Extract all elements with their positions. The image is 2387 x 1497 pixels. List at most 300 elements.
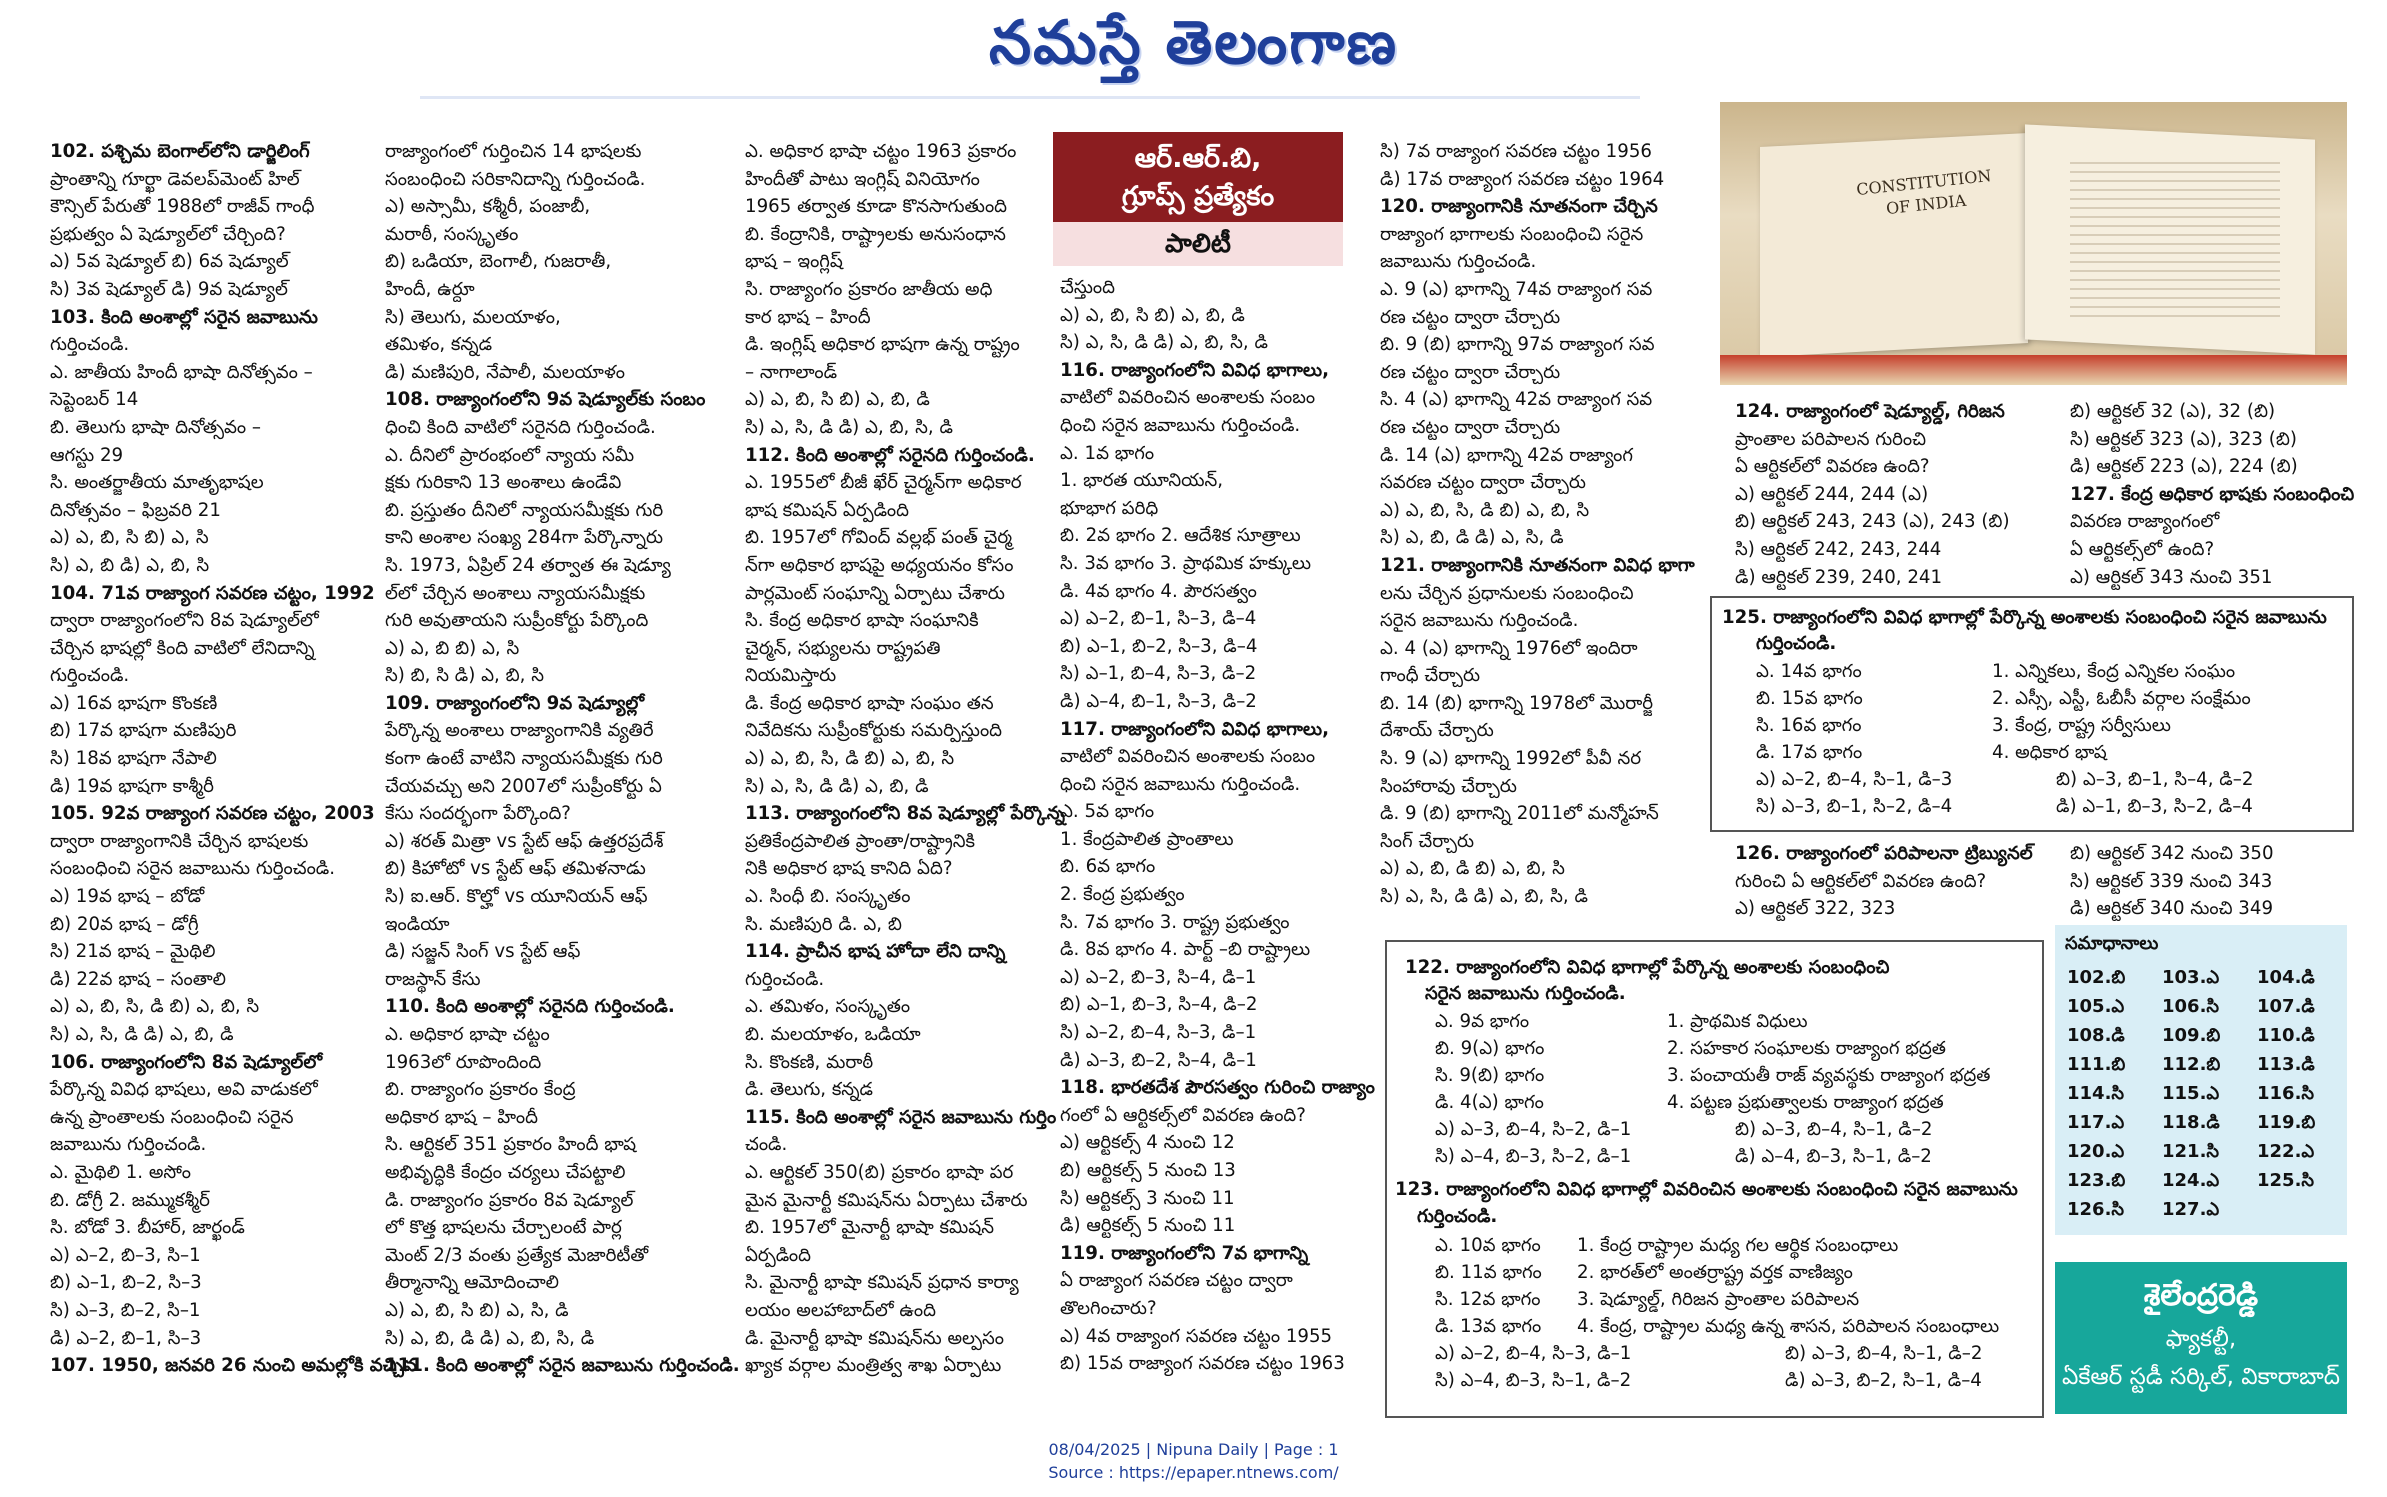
text-line: డి) ఎ–2, బి–1, సి–3 [50, 1327, 202, 1349]
text-line: 115. కింది అంశాల్లో సరైన జవాబును గుర్తిం [745, 1106, 1057, 1128]
text-line: 110. కింది అంశాల్లో సరైనది గుర్తించండి. [385, 996, 675, 1018]
text-line: డి) ఎ–4, బి–1, సి–3, డి–2 [1060, 690, 1257, 712]
text-line: ఏ ఆర్టికల్‌లో వివరణ ఉంది? [1735, 456, 1930, 478]
text-line: ఎ. సింధీ బి. సంస్కృతం [745, 886, 911, 908]
text-line: ద్వారా రాజ్యాంగంలోని 8వ షెడ్యూల్‌లో [50, 610, 319, 632]
text-line: ప్రతికేంద్రపాలిత ప్రాంతా/రాష్ట్రానికి [745, 830, 975, 852]
text-line: రాజ్యాంగంలో గుర్తించిన 14 భాషలకు [385, 141, 642, 162]
text-line: ప్రాంతాల పరిపాలన గురించి [1735, 428, 1927, 450]
text-line: ఎ. 1955లో బీజీ ఖేర్ చైర్మన్‌గా అధికార [745, 472, 1022, 494]
answer-cell: 102.బి [2067, 967, 2126, 988]
text-line: ఎ) ఎ, బి, సి, డి బి) ఎ, బి, సి [50, 996, 260, 1018]
text-line: 121. రాజ్యాంగానికి నూతనంగా వివిధ భాగా [1380, 554, 1695, 576]
box-line: ఎ) ఎ–2, బి–4, సి–1, డి–3 [1756, 769, 1953, 790]
text-line: ఎ) ఎ, బి, సి బి) ఎ, సి, డి [385, 1299, 569, 1321]
text-line: డి) ఎ–3, బి–2, సి–4, డి–1 [1060, 1049, 1257, 1071]
text-line: సి) ఎ–1, బి–4, సి–3, డి–2 [1060, 663, 1257, 685]
text-line: ప్రాంతాన్ని గూర్ఖా డెవలప్‌మెంట్ హిల్ [50, 168, 300, 190]
text-line: డి. ఇంగ్లిష్ అధికార భాషగా ఉన్న రాష్ట్రం [745, 334, 1020, 356]
box-line: బి) ఎ–3, బి–4, సి–1, డి–2 [1735, 1119, 1933, 1140]
text-line: దినోత్సవం – ఫిబ్రవరి 21 [50, 499, 221, 521]
text-line: డి) ఆర్టికల్ 239, 240, 241 [1735, 566, 1943, 588]
text-line: బి) ఎ–1, బి–2, సి–3 [50, 1272, 202, 1294]
banner-subject: పాలిటీ [1053, 222, 1343, 266]
text-line: డి) 19వ భాషగా కాశ్మీరీ [50, 775, 214, 797]
text-line: సి. అంతర్జాతీయ మాతృభాషల [50, 472, 264, 494]
text-line: 104. 71వ రాజ్యాంగ సవరణ చట్టం, 1992 [50, 582, 375, 604]
text-line: ఎ) ఆర్టికల్స్ 4 నుంచి 12 [1060, 1132, 1235, 1154]
answer-cell: 104.డి [2257, 967, 2315, 988]
author-org: ఏకేఆర్ స్టడీ సర్కిల్, వికారాబాద్ [2061, 1364, 2341, 1390]
text-line: ఎ) ఆర్టికల్ 322, 323 [1735, 898, 1896, 920]
text-line: సింహారావు చేర్చారు [1380, 775, 1517, 797]
text-line: డి. 8వ భాగం 4. పార్ట్ –బి రాష్ట్రాలు [1060, 939, 1311, 961]
text-line: సి) ఎ–2, బి–4, సి–3, డి–1 [1060, 1022, 1257, 1044]
answer-cell: 121.సి [2162, 1141, 2220, 1162]
text-line: 1. భారత యూనియన్, [1060, 470, 1224, 492]
column-2 [385, 138, 740, 1380]
answer-cell: 117.ఎ [2067, 1112, 2125, 1133]
text-line: న్‌గా అధికార భాషపై అధ్యయనం కోసం [745, 554, 1014, 576]
text-line: ఖ్యాక వర్గాల మంత్రిత్వ శాఖ ఏర్పాటు [745, 1355, 1002, 1377]
text-line: 120. రాజ్యాంగానికి నూతనంగా చేర్చిన [1380, 196, 1658, 218]
text-line: తమిళం, కన్నడ [385, 334, 493, 356]
box-line: 2. ఎస్సీ, ఎస్టీ, ఓబీసీ వర్గాల సంక్షేమం [1992, 688, 2251, 709]
box-line: 4. పట్టణ ప్రభుత్వాలకు రాజ్యాంగ భద్రత [1667, 1092, 1944, 1113]
box-line: డి. 17వ భాగం [1756, 742, 1863, 763]
text-line: ధించి సరైన జవాబును గుర్తించండి. [1060, 414, 1301, 436]
text-line: ఏర్పడింది [745, 1244, 811, 1266]
section-banner [1053, 132, 1343, 266]
text-line: ఎ) శరత్ మిత్రా vs స్టేట్ ఆఫ్ ఉత్తరప్రదేశ్ [385, 830, 664, 852]
text-line: లయం అలహాబాద్‌లో ఉంది [745, 1299, 936, 1321]
box-line: 122. రాజ్యాంగంలోని వివిధ భాగాల్లో పేర్కొన్న అంశాలకు సంబంధించి [1405, 957, 1890, 978]
box-line: ఎ. 9వ భాగం [1435, 1011, 1530, 1032]
text-line: 112. కింది అంశాల్లో సరైనది గుర్తించండి. [745, 444, 1035, 466]
text-line: వాటిలో వివరించిన అంశాలకు సంబం [1060, 387, 1316, 409]
text-line: ఎ) 16వ భాషగా కొంకణి [50, 692, 218, 714]
text-line: సింగ్ చేర్చారు [1380, 830, 1475, 852]
box-line: సి) ఎ–4, బి–3, సి–1, డి–2 [1435, 1370, 1632, 1391]
text-line: ఎ) ఎ, బి, సి బి) ఎ, బి, డి [745, 389, 930, 411]
text-line: ఎ) 4వ రాజ్యాంగ సవరణ చట్టం 1955 [1060, 1325, 1333, 1347]
text-line: 126. రాజ్యాంగంలో పరిపాలనా ట్రిబ్యునల్ [1735, 843, 2033, 864]
text-line: 1963లో రూపొందింది [385, 1051, 542, 1073]
answer-cell: 119.బి [2257, 1112, 2316, 1133]
box-line: 125. రాజ్యాంగంలోని వివిధ భాగాల్లో పేర్కొన్న అంశాలకు సంబంధించి సరైన జవాబును [1722, 607, 2327, 628]
text-line: ఎ) ఆర్టికల్ 244, 244 (ఎ) [1735, 483, 1929, 505]
text-line: సి) ఎ, బి, డి డి) ఎ, బి, సి, డి [385, 1327, 595, 1349]
text-line: సి. కొంకణి, మరాఠీ [745, 1051, 874, 1073]
box-line: సి) ఎ–3, బి–1, సి–2, డి–4 [1756, 796, 1953, 817]
box-line: సి) ఎ–4, బి–3, సి–2, డి–1 [1435, 1146, 1632, 1167]
answer-cell: 106.సి [2162, 996, 2220, 1017]
text-line: డి. తెలుగు, కన్నడ [745, 1079, 873, 1101]
answer-cell: 123.బి [2067, 1170, 2126, 1191]
text-line: సి) ఐ.ఆర్. కొల్హో vs యూనియన్ ఆఫ్ [385, 886, 648, 908]
box-line: 2. భారత్‌లో అంతర్రాష్ట్ర వర్తక వాణిజ్యం [1577, 1262, 1853, 1283]
text-line: సంబంధించి సరికానిదాన్ని గుర్తించండి. [385, 168, 646, 190]
book-text-lines [2070, 162, 2280, 322]
text-line: డి) ఆర్టికల్ 340 నుంచి 349 [2070, 898, 2274, 920]
footer-date-line: 08/04/2025 | Nipuna Daily | Page : 1 [1048, 1440, 1339, 1459]
text-line: నివేదికను సుప్రీంకోర్టుకు సమర్పిస్తుంది [745, 720, 1003, 742]
box-line: ఎ) ఎ–3, బి–4, సి–2, డి–1 [1435, 1119, 1632, 1140]
text-line: సి. బోడో 3. బీహార్, జార్ఖండ్ [50, 1217, 245, 1239]
answer-cell: 107.డి [2257, 996, 2315, 1017]
text-line: మెంట్ 2/3 వంతు ప్రత్యేక మెజారిటీతో [385, 1244, 649, 1266]
text-line: సి. రాజ్యాంగం ప్రకారం జాతీయ అధి [745, 278, 993, 300]
text-line: తీర్మానాన్ని ఆమోదించాలి [385, 1272, 560, 1294]
text-line: చేస్తుంది [1060, 277, 1115, 298]
text-line: ఎ. మైథిలి 1. అసోం [50, 1161, 191, 1183]
text-line: ఎ. 5వ భాగం [1060, 801, 1155, 823]
text-line: ఏ రాజ్యాంగ సవరణ చట్టం ద్వారా [1060, 1270, 1293, 1292]
text-line: మైన మైనార్టీ కమిషన్‌ను ఏర్పాటు చేశారు [745, 1189, 1028, 1211]
banner-line-1: ఆర్.ఆర్.బి, [1134, 143, 1262, 174]
text-line: భూభాగ పరిధి [1060, 497, 1159, 519]
text-line: బి. 14 (బి) భాగాన్ని 1978లో మొరార్జీ [1380, 692, 1654, 714]
text-line: డి. మైనార్టీ భాషా కమిషన్‌ను అల్పసం [745, 1327, 1004, 1349]
answer-cell: 110.డి [2257, 1025, 2315, 1046]
text-line: సరైన జవాబును గుర్తించండి. [1380, 610, 1579, 632]
answers-panel [2055, 925, 2347, 1235]
text-line: ఎ. 1వ భాగం [1060, 442, 1155, 464]
box-line: 1. ఎన్నికలు, కేంద్ర ఎన్నికల సంఘం [1992, 661, 2236, 682]
text-line: 102. పశ్చిమ బెంగాల్‌లోని డార్జిలింగ్ [50, 141, 310, 162]
answer-cell: 120.ఎ [2067, 1141, 2125, 1162]
text-line: సి. 1973, ఏప్రిల్ 24 తర్వాత ఈ షెడ్యూ [385, 554, 671, 576]
box-line: 2. సహకార సంఘాలకు రాజ్యాంగ భద్రత [1667, 1038, 1946, 1059]
text-line: సి) ఎ, సి, డి డి) ఎ, బి, సి, డి [1380, 886, 1588, 908]
text-line: భాష – ఇంగ్లిష్ [745, 251, 843, 273]
answer-cell: 112.బి [2162, 1054, 2221, 1075]
text-line: సి. మణిపురి డి. ఎ, బి [745, 913, 902, 935]
text-line: – నాగాలాండ్ [745, 361, 838, 383]
text-line: బి. 2వ భాగం 2. ఆదేశిక సూత్రాలు [1060, 525, 1301, 547]
text-line: ఎ) ఎ, బి, సి బి) ఎ, బి, డి [1060, 304, 1245, 326]
text-line: ఎ. తమిళం, సంస్కృతం [745, 996, 911, 1018]
text-line: ధించి సరైన జవాబును గుర్తించండి. [1060, 773, 1301, 795]
text-line: ఎ. ఆర్టికల్ 350(బి) ప్రకారం భాషా పర [745, 1161, 1014, 1183]
text-line: వాటిలో వివరించిన అంశాలకు సంబం [1060, 746, 1316, 768]
text-line: గుర్తించండి. [50, 334, 130, 356]
text-line: కౌన్సిల్ పేరుతో 1988లో రాజీవ్ గాంధీ [50, 196, 315, 218]
answers-title: సమాధానాలు [2065, 933, 2159, 954]
text-line: బి. కేంద్రానికి, రాష్ట్రాలకు అనుసంధాన [745, 223, 1006, 245]
text-line: ఎ) ఎ, బి, సి, డి బి) ఎ, బి, సి [1380, 499, 1590, 521]
text-line: ఎ. అధికార భాషా చట్టం 1963 ప్రకారం [745, 141, 1017, 162]
answer-cell: 127.ఎ [2162, 1199, 2220, 1220]
text-line: 116. రాజ్యాంగంలోని వివిధ భాగాలు, [1060, 359, 1329, 381]
box-line: సి. 16వ భాగం [1756, 715, 1862, 736]
text-line: బి. 1957లో గోవింద్ వల్లభ్ పంత్ చైర్మ [745, 527, 1013, 549]
question-box-122 [1385, 940, 2044, 1418]
box-line: బి) ఎ–3, బి–4, సి–1, డి–2 [1785, 1343, 1983, 1364]
text-line: వివరణ రాజ్యాంగంలో [2070, 511, 2220, 533]
text-line: సవరణ చట్టం ద్వారా చేర్చారు [1380, 472, 1586, 494]
box-line: గుర్తించండి. [1417, 1206, 1498, 1227]
text-line: సంబంధించి సరైన జవాబును గుర్తించండి. [50, 858, 336, 880]
text-line: 117. రాజ్యాంగంలోని వివిధ భాగాలు, [1060, 718, 1329, 740]
banner-title [1053, 132, 1343, 222]
text-line: బి) కిహోటో vs స్టేట్ ఆఫ్ తమిళనాడు [385, 858, 646, 880]
box-line: డి. 4(ఎ) భాగం [1435, 1092, 1544, 1113]
box-line: సరైన జవాబును గుర్తించండి. [1425, 983, 1626, 1004]
box-line: బి) ఎ–3, బి–1, సి–4, డి–2 [2056, 769, 2254, 790]
text-line: డి) సజ్జన్ సింగ్ vs స్టేట్ ఆఫ్ [385, 941, 581, 963]
text-line: నికి అధికార భాష కానిది ఏది? [745, 858, 953, 880]
text-line: సి) 18వ భాషగా నేపాలి [50, 748, 217, 770]
text-line: భాష కమిషన్ ఏర్పడింది [745, 499, 909, 521]
text-line: ఎ) ఆర్టికల్ 343 నుంచి 351 [2070, 566, 2273, 588]
text-line: గాంధీ చేర్చారు [1380, 665, 1481, 687]
text-line: బి) ఆర్టికల్ 342 నుంచి 350 [2070, 843, 2274, 864]
box-line: ఎ. 10వ భాగం [1435, 1235, 1541, 1256]
text-line: గంలో ఏ ఆర్టికల్స్‌లో వివరణ ఉంది? [1060, 1104, 1306, 1126]
text-line: 127. కేంద్ర అధికార భాషకు సంబంధించి [2070, 483, 2355, 505]
author-role: ఫ్యాకల్టీ, [2165, 1326, 2237, 1352]
text-line: 119. రాజ్యాంగంలోని 7వ భాగాన్ని [1060, 1242, 1309, 1264]
box-line: బి. 9(ఎ) భాగం [1435, 1038, 1545, 1059]
box-line: 4. అధికార భాష [1992, 742, 2107, 763]
text-line: 111. కింది అంశాల్లో సరైన జవాబును గుర్తించండి. [385, 1355, 740, 1377]
box-line: డి. 13వ భాగం [1435, 1316, 1542, 1337]
text-line: క్షకు గురికాని 13 అంశాలు ఉండేవి [385, 472, 622, 494]
text-line: ఎ. అధికార భాషా చట్టం [385, 1024, 550, 1045]
answer-cell: 115.ఎ [2162, 1083, 2220, 1104]
text-line: బి) ఆర్టికల్స్ 5 నుంచి 13 [1060, 1160, 1236, 1181]
text-line: ఎ) ఎ, బి, డి బి) ఎ, బి, సి [1380, 858, 1565, 880]
author-box [2055, 1262, 2347, 1414]
box-line: బి. 15వ భాగం [1756, 688, 1863, 709]
text-line: రాజ్యాంగ భాగాలకు సంబంధించి సరైన [1380, 223, 1644, 245]
constitution-book-photo [1720, 102, 2347, 385]
text-line: బి. 6వ భాగం [1060, 856, 1156, 878]
banner-line-2: గ్రూప్స్ ప్రత్యేకం [1121, 181, 1275, 212]
text-line: ఏ ఆర్టికల్స్‌లో ఉంది? [2070, 538, 2215, 560]
box-line: డి) ఎ–1, బి–3, సి–2, డి–4 [2056, 796, 2253, 817]
text-line: సి) 3వ షెడ్యూల్ డి) 9వ షెడ్యూల్ [50, 278, 288, 300]
column-4 [1060, 274, 1375, 1378]
box-line: 3. పంచాయతీ రాజ్ వ్యవస్థకు రాజ్యాంగ భద్రత [1667, 1065, 1991, 1086]
text-line: ఎ. 9 (ఎ) భాగాన్ని 74వ రాజ్యాంగ సవ [1380, 278, 1653, 300]
answer-cell: 124.ఎ [2162, 1170, 2220, 1191]
text-line: డి. రాజ్యాంగం ప్రకారం 8వ షెడ్యూల్ [385, 1189, 634, 1211]
text-line: సి. 3వ భాగం 3. ప్రాథమిక హక్కులు [1060, 552, 1312, 574]
box-line: 1. ప్రాథమిక విధులు [1667, 1011, 1808, 1032]
text-line: గుర్తించండి. [50, 665, 130, 687]
text-line: ఎ. దీనిలో ప్రారంభంలో న్యాయ సమీ [385, 444, 635, 466]
text-line: జవాబును గుర్తించండి. [1380, 251, 1537, 273]
answer-cell: 108.డి [2067, 1025, 2125, 1046]
column-5 [1380, 138, 1695, 911]
text-line: సి) 21వ భాష – మైథిలి [50, 941, 216, 963]
text-line: సెప్టెంబర్ 14 [50, 389, 139, 411]
text-line: బి. 1957లో మైనార్టీ భాషా కమిషన్ [745, 1217, 995, 1239]
text-line: డి) మణిపురి, నేపాలీ, మలయాళం [385, 361, 626, 383]
answer-cell: 125.సి [2257, 1170, 2315, 1191]
text-line: రణ చట్టం ద్వారా చేర్చారు [1380, 416, 1561, 438]
text-line: ఎ) ఎ, బి, సి బి) ఎ, సి [50, 527, 209, 549]
text-line: సి) ఎ, బి డి) ఎ, బి, సి [50, 554, 210, 576]
text-line: బి) 15వ రాజ్యాంగ సవరణ చట్టం 1963 [1060, 1353, 1345, 1375]
text-line: చేయవచ్చు అని 2007లో సుప్రీంకోర్టు ఏ [385, 775, 662, 797]
text-line: బి) ఎ–1, బి–2, సి–3, డి–4 [1060, 635, 1258, 657]
text-line: సి) ఎ, సి, డి డి) ఎ, బి, డి [50, 1024, 234, 1045]
text-line: డి) ఆర్టికల్ 223 (ఎ), 224 (బి) [2070, 456, 2298, 478]
answer-cell: 126.సి [2067, 1199, 2125, 1220]
text-line: ఎ) ఎ–2, బి–3, సి–1 [50, 1244, 201, 1266]
text-line: బి) ఆర్టికల్ 243, 243 (ఎ), 243 (బి) [1735, 511, 2010, 533]
masthead-title: నమస్తే తెలంగాణ [988, 8, 1399, 78]
text-line: పేర్కొన్న అంశాలు రాజ్యాంగానికి వ్యతిరే [385, 720, 654, 742]
box-line: 3. షెడ్యూల్డ్, గిరిజన ప్రాంతాల పరిపాలన [1577, 1289, 1860, 1310]
box-line: 123. రాజ్యాంగంలోని వివిధ భాగాల్లో వివరించిన అంశాలకు సంబంధించి సరైన జవాబును [1395, 1179, 2018, 1200]
text-line: 109. రాజ్యాంగంలోని 9వ షెడ్యూల్లో [385, 692, 645, 714]
text-line: సి) ఎ, సి, డి డి) ఎ, బి, సి, డి [1060, 332, 1268, 354]
text-line: సి) ఎ, బి, డి డి) ఎ, సి, డి [1380, 527, 1564, 549]
box-line: గుర్తించండి. [1756, 633, 1837, 654]
text-line: రాజస్థాన్ కేసు [385, 968, 481, 990]
text-line: ఎ. 4 (ఎ) భాగాన్ని 1976లో ఇందిరా [1380, 637, 1638, 659]
masthead-rule [420, 96, 1640, 99]
text-line: చైర్మన్, సభ్యులను రాష్ట్రపతి [745, 637, 941, 659]
question-box-125 [1710, 596, 2354, 832]
text-line: 118. భారతదేశ పౌరసత్వం గురించి రాజ్యాం [1060, 1077, 1375, 1099]
text-line: రణ చట్టం ద్వారా చేర్చారు [1380, 361, 1561, 383]
text-line: సి) ఆర్టికల్స్ 3 నుంచి 11 [1060, 1187, 1235, 1209]
box-line: సి. 9(బి) భాగం [1435, 1065, 1545, 1086]
question-124 [1735, 398, 2010, 591]
box-line: 4. కేంద్ర, రాష్ట్రాల మధ్య ఉన్న శాసన, పరిపాలన సంబంధాలు [1577, 1316, 2000, 1337]
text-line: బి) ఎ–1, బి–3, సి–4, డి–2 [1060, 994, 1258, 1016]
text-line: గురించి ఏ ఆర్టికల్‌లో వివరణ ఉంది? [1735, 870, 1987, 892]
text-line: ఎ) ఎ–2, బి–3, సి–4, డి–1 [1060, 966, 1257, 988]
question-126 [1735, 840, 2033, 923]
text-line: ఇండియా [385, 913, 450, 935]
box-line: డి) ఎ–3, బి–2, సి–1, డి–4 [1785, 1370, 1982, 1391]
text-line: లో కొత్త భాషలను చేర్చాలంటే పార్ల [385, 1217, 622, 1239]
text-line: గురి అవుతాయని సుప్రీంకోర్టు పేర్కొంది [385, 610, 649, 632]
text-line: డి) 22వ భాష – సంతాలి [50, 968, 226, 990]
text-line: 107. 1950, జనవరి 26 నుంచి అమల్లోకి వచ్చిన [50, 1355, 417, 1377]
text-line: సి) బి, సి డి) ఎ, బి, సి [385, 665, 544, 687]
text-line: సి. 4 (ఎ) భాగాన్ని 42వ రాజ్యాంగ సవ [1380, 389, 1653, 411]
text-line: బి. 9 (బి) భాగాన్ని 97వ రాజ్యాంగ సవ [1380, 334, 1655, 356]
text-line: 1. కేంద్రపాలిత ప్రాంతాలు [1060, 828, 1234, 850]
text-line: రణ చట్టం ద్వారా చేర్చారు [1380, 306, 1561, 328]
text-line: అభివృద్ధికి కేంద్రం చర్యలు చేపట్టాలి [385, 1161, 626, 1183]
text-line: గుర్తించండి. [745, 968, 825, 990]
text-line: దేశాయ్ చేర్చారు [1380, 720, 1494, 742]
text-line: లను చేర్చిన ప్రధానులకు సంబంధించి [1380, 582, 1634, 604]
text-line: బి. తెలుగు భాషా దినోత్సవం – [50, 416, 262, 438]
text-line: సి) ఎ, సి, డి డి) ఎ, బి, డి [745, 775, 929, 797]
text-line: హిందీ, ఉర్దూ [385, 278, 475, 300]
text-line: బి) ఒడియా, బెంగాలీ, గుజరాతీ, [385, 251, 612, 273]
text-line: మరాఠీ, సంస్కృతం [385, 223, 519, 245]
text-line: సి) తెలుగు, మలయాళం, [385, 306, 561, 328]
text-line: సి) ఆర్టికల్ 323 (ఎ), 323 (బి) [2070, 428, 2298, 450]
text-line: పేర్కొన్న వివిధ భాషలు, అవి వాడుకలో [50, 1079, 318, 1101]
text-line: బి) 17వ భాషగా మణిపురి [50, 720, 237, 742]
text-line: 1965 తర్వాత కూడా కొనసాగుతుంది [745, 196, 1008, 218]
answer-cell: 114.సి [2067, 1083, 2125, 1104]
text-line: డి) 17వ రాజ్యాంగ సవరణ చట్టం 1964 [1380, 168, 1665, 190]
text-line: ధించి కింది వాటిలో సరైనది గుర్తించండి. [385, 416, 656, 438]
box-line: ఎ) ఎ–2, బి–4, సి–3, డి–1 [1435, 1343, 1632, 1364]
text-line: ల్‌లో చేర్చిన అంశాలు న్యాయసమీక్షకు [385, 582, 646, 604]
text-line: ఎ) 5వ షెడ్యూల్ బి) 6వ షెడ్యూల్ [50, 251, 289, 273]
text-line: కార భాష – హిందీ [745, 306, 871, 328]
box-line: 3. కేంద్ర, రాష్ట్ర సర్వీసులు [1992, 715, 2171, 736]
answer-cell: 103.ఎ [2162, 967, 2220, 988]
text-line: 124. రాజ్యాంగంలో షెడ్యూల్డ్, గిరిజన [1735, 401, 2005, 422]
answer-cell: 111.బి [2067, 1054, 2126, 1075]
text-line: తొలగించారు? [1060, 1297, 1157, 1319]
answer-cell: 109.బి [2162, 1025, 2221, 1046]
text-line: ఎ) 19వ భాష – బోడో [50, 886, 205, 908]
author-name: శైలేంద్రరెడ్డి [2143, 1278, 2259, 1313]
text-line: నియమిస్తారు [745, 665, 837, 687]
column-3 [745, 138, 1065, 1380]
text-line: జవాబును గుర్తించండి. [50, 1134, 207, 1156]
book-cover-text: CONSTITUTION OF INDIA [1855, 166, 1993, 219]
text-line: హిందీతో పాటు ఇంగ్లిష్ వినియోగం [745, 168, 980, 190]
text-line: 114. ప్రాచీన భాష హోదా లేని దాన్ని [745, 941, 1006, 963]
text-line: 103. కింది అంశాల్లో సరైన జవాబును [50, 306, 318, 328]
text-line: బి) 20వ భాష – డోగ్రీ [50, 913, 199, 935]
column-1 [50, 138, 417, 1380]
footer-source-link[interactable]: Source : https://epaper.ntnews.com/ [1048, 1463, 1339, 1482]
text-line: కంగా ఉంటే వాటిని న్యాయసమీక్షకు గురి [385, 748, 663, 770]
text-line: సి. కేంద్ర అధికార భాషా సంఘానికి [745, 610, 979, 632]
text-line: బి. ప్రస్తుతం దీనిలో న్యాయసమీక్షకు గురి [385, 499, 664, 521]
box-line: డి) ఎ–4, బి–3, సి–1, డి–2 [1735, 1146, 1932, 1167]
text-line: ఉన్న ప్రాంతాలకు సంబంధించి సరైన [50, 1106, 294, 1128]
text-line: డి) ఆర్టికల్స్ 5 నుంచి 11 [1060, 1215, 1236, 1237]
text-line: సి. ఆర్టికల్ 351 ప్రకారం హిందీ భాష [385, 1134, 637, 1156]
text-line: అధికార భాష – హిందీ [385, 1106, 538, 1128]
text-line: కేసు సందర్భంగా పేర్కొంది? [385, 803, 571, 825]
text-line: డి. 9 (బి) భాగాన్ని 2011లో మన్మోహన్ [1380, 803, 1659, 825]
text-line: ఎ) ఎ–2, బి–1, సి–3, డి–4 [1060, 608, 1257, 630]
answer-cell: 113.డి [2257, 1054, 2315, 1075]
text-line: బి) ఆర్టికల్ 32 (ఎ), 32 (బి) [2070, 401, 2276, 422]
text-line: బి. మలయాళం, ఒడియా [745, 1024, 921, 1045]
text-line: చండి. [745, 1134, 788, 1156]
book-edge [1720, 355, 2347, 385]
text-line: సి. 9 (ఎ) భాగాన్ని 1992లో పీవీ నర [1380, 748, 1641, 770]
text-line: ప్రభుత్వం ఏ షెడ్యూల్‌లో చేర్చింది? [50, 223, 286, 245]
box-line: సి. 12వ భాగం [1435, 1289, 1541, 1310]
text-line: సి) ఎ–3, బి–2, సి–1 [50, 1299, 201, 1321]
text-line: 106. రాజ్యాంగంలోని 8వ షెడ్యూల్‌లో [50, 1051, 323, 1073]
text-line: డి. కేంద్ర అధికార భాషా సంఘం తన [745, 692, 994, 714]
box-line: ఎ. 14వ భాగం [1756, 661, 1862, 682]
text-line: ఎ. జాతీయ హిందీ భాషా దినోత్సవం – [50, 361, 313, 383]
box-line: బి. 11వ భాగం [1435, 1262, 1542, 1283]
text-line: ఎ) ఎ, బి, సి, డి బి) ఎ, బి, సి [745, 748, 955, 770]
box-line: 1. కేంద్ర రాష్ట్రాల మధ్య గల ఆర్థిక సంబంధాలు [1577, 1235, 1899, 1256]
text-line: సి. మైనార్టీ భాషా కమిషన్ ప్రధాన కార్యా [745, 1272, 1019, 1294]
answer-cell: 122.ఎ [2257, 1141, 2315, 1162]
text-line: కాని అంశాల సంఖ్య 284గా పేర్కొన్నారు [385, 527, 664, 549]
text-line: ఎ) అస్సామీ, కశ్మీరీ, పంజాబీ, [385, 196, 591, 218]
text-line: 113. రాజ్యాంగంలోని 8వ షెడ్యూల్లో పేర్కొన్న [745, 803, 1065, 825]
text-line: సి) ఆర్టికల్ 242, 243, 244 [1735, 538, 1942, 560]
